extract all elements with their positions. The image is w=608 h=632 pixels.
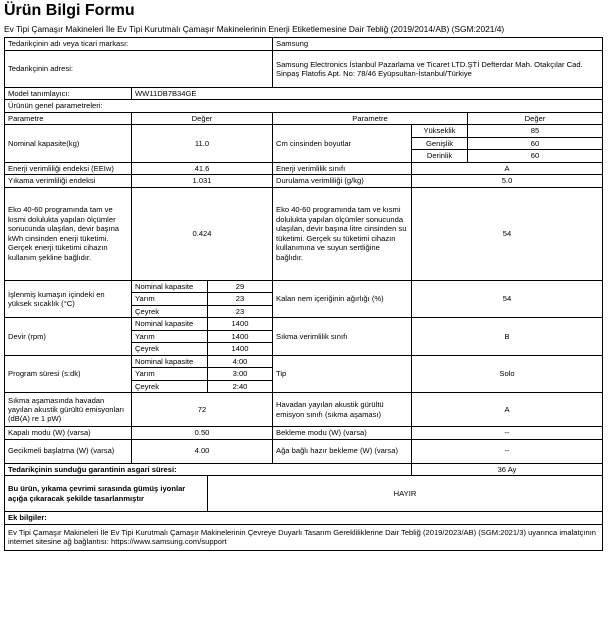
eei-value: 41.6 [132, 162, 273, 174]
standby-value: -- [412, 427, 603, 439]
spin-value: 1400 [208, 330, 273, 342]
duration-value: 4:00 [208, 355, 273, 367]
depth-value: 60 [468, 150, 603, 162]
moisture-value: 54 [412, 280, 603, 317]
spin-value: 1400 [208, 318, 273, 330]
max-temp-load: Çeyrek [132, 305, 208, 317]
model-value: WW11DB7B34GE [132, 88, 603, 100]
general-params-label: Ürünün genel parametreleri: [5, 100, 603, 112]
off-mode-value: 0.50 [132, 427, 273, 439]
dimensions-label: Cm cinsinden boyutlar [273, 125, 412, 162]
spin-value: 1400 [208, 343, 273, 355]
form-subtitle: Ev Tipi Çamaşır Makineleri İle Ev Tipi Kurutmalı Çamaşır Makinelerinin Enerji Etiketlemesine Dair Tebliğ (2019/2014/AB) (SGM:2021/4) [4, 24, 505, 34]
supplier-label: Tedarikçinin adı veya ticari markası: [5, 38, 273, 51]
header-value-2: Değer [468, 112, 603, 124]
header-row [5, 112, 603, 124]
wash-index-label: Yıkama verimliliği endeksi [5, 175, 132, 187]
type-value: Solo [412, 355, 603, 392]
header-param-2: Parametre [273, 112, 468, 124]
energy-consumption-label: Eko 40-60 programında tam ve kısmi dolulukta yapılan ölçümler sonucunda ulaşılan, devir başına kWh cinsinden enerji tüketimi. Gerçek enerji tüketimi cihazın kullanım şekline bağlıdır. [5, 187, 132, 280]
silver-ion-label: Bu ürün, yıkama çevrimi sırasında gümüş iyonlar açığa çıkaracak şekilde tasarlanmıştır [5, 476, 208, 512]
duration-label: Program süresi (s:dk) [5, 355, 132, 392]
header-value: Değer [132, 112, 273, 124]
supplier-value: Samsung [273, 38, 603, 51]
product-info-table [4, 37, 603, 551]
max-temp-value: 23 [208, 293, 273, 305]
rinse-label: Durulama verimliliği (g/kg) [273, 175, 412, 187]
extra-info-text: Ev Tipi Çamaşır Makineleri İle Ev Tipi Kurutmalı Çamaşır Makinelerinin Çevreye Duyarlı Tasarım Gerekliliklerine Dair Tebliğ (2019/2023/AB) (SGM:2021/3) uyarınca imalatçının internet sitesine ağ bağlantısı: https://www.samsung.com/support [5, 524, 603, 550]
general-params-row [5, 100, 603, 112]
type-label: Tip [273, 355, 412, 392]
capacity-value: 11.0 [132, 125, 273, 162]
depth-label: Derinlik [412, 150, 468, 162]
delay-start-label: Gecikmeli başlatma (W) (varsa) [5, 439, 132, 463]
capacity-label: Nominal kapasite(kg) [5, 125, 132, 162]
rinse-value: 5.0 [412, 175, 603, 187]
width-label: Genişlik [412, 137, 468, 149]
duration-load: Yarım [132, 368, 208, 380]
max-temp-load: Nominal kapasite [132, 280, 208, 292]
standby-label: Bekleme modu (W) (varsa) [273, 427, 412, 439]
duration-value: 3:00 [208, 368, 273, 380]
energy-consumption-value: 0.424 [132, 187, 273, 280]
model-label: Model tanımlayıcı: [5, 88, 132, 100]
form-title: Ürün Bilgi Formu [4, 2, 135, 19]
spin-class-label: Sıkma verimlilik sınıfı [273, 318, 412, 355]
address-value: Samsung Electronics İstanbul Pazarlama ve Ticaret LTD.ŞTİ Defterdar Mah. Otakçılar Cad. Sinpaş Flatofis Apt. No: 78/46 Eyüpsultan-İstanbul/Türkiye [273, 51, 603, 88]
model-row [5, 88, 603, 100]
guarantee-label: Tedarikçinin sunduğu garantinin asgari süresi: [5, 463, 412, 475]
spin-load: Nominal kapasite [132, 318, 208, 330]
spin-label: Devir (rpm) [5, 318, 132, 355]
duration-load: Nominal kapasite [132, 355, 208, 367]
height-value: 85 [468, 125, 603, 137]
silver-ion-value: HAYIR [208, 476, 603, 512]
delay-start-value: 4.00 [132, 439, 273, 463]
width-value: 60 [468, 137, 603, 149]
noise-class-value: A [412, 393, 603, 427]
off-mode-label: Kapalı modu (W) (varsa) [5, 427, 132, 439]
eei-label: Enerji verimliliği endeksi (EEIw) [5, 162, 132, 174]
guarantee-value: 36 Ay [412, 463, 603, 475]
spin-class-value: B [412, 318, 603, 355]
water-consumption-label: Eko 40-60 programında tam ve kısmi dolulukta yapılan ölçümler sonucunda ulaşılan, devir başına litre cinsinden su tüketimi. Gerçek su tüketimi cihazın kullanımına ve suyun sertliğine bağlıdır. [273, 187, 412, 280]
duration-load: Çeyrek [132, 380, 208, 392]
spin-load: Yarım [132, 330, 208, 342]
energy-class-value: A [412, 162, 603, 174]
spin-load: Çeyrek [132, 343, 208, 355]
moisture-label: Kalan nem içeriğinin ağırlığı (%) [273, 280, 412, 317]
address-row [5, 51, 603, 88]
duration-value: 2:40 [208, 380, 273, 392]
noise-class-label: Havadan yayılan akustik gürültü emisyon sınıfı (sıkma aşaması) [273, 393, 412, 427]
max-temp-label: İşlenmiş kumaşın içindeki en yüksek sıcaklık (°C) [5, 280, 132, 317]
energy-class-label: Enerji verimlilik sınıfı [273, 162, 412, 174]
address-label: Tedarikçinin adresi: [5, 51, 273, 88]
network-standby-label: Ağa bağlı hazır bekleme (W) (varsa) [273, 439, 412, 463]
noise-value: 72 [132, 393, 273, 427]
header-param: Parametre [5, 112, 132, 124]
noise-label: Sıkma aşamasında havadan yayılan akustik gürültü emisyonları (dB(A) re 1 pW) [5, 393, 132, 427]
height-label: Yükseklik [412, 125, 468, 137]
water-consumption-value: 54 [412, 187, 603, 280]
max-temp-value: 23 [208, 305, 273, 317]
supplier-row [5, 38, 603, 51]
max-temp-load: Yarım [132, 293, 208, 305]
max-temp-value: 29 [208, 280, 273, 292]
extra-info-label: Ek bilgiler: [5, 512, 603, 524]
wash-index-value: 1.031 [132, 175, 273, 187]
network-standby-value: -- [412, 439, 603, 463]
